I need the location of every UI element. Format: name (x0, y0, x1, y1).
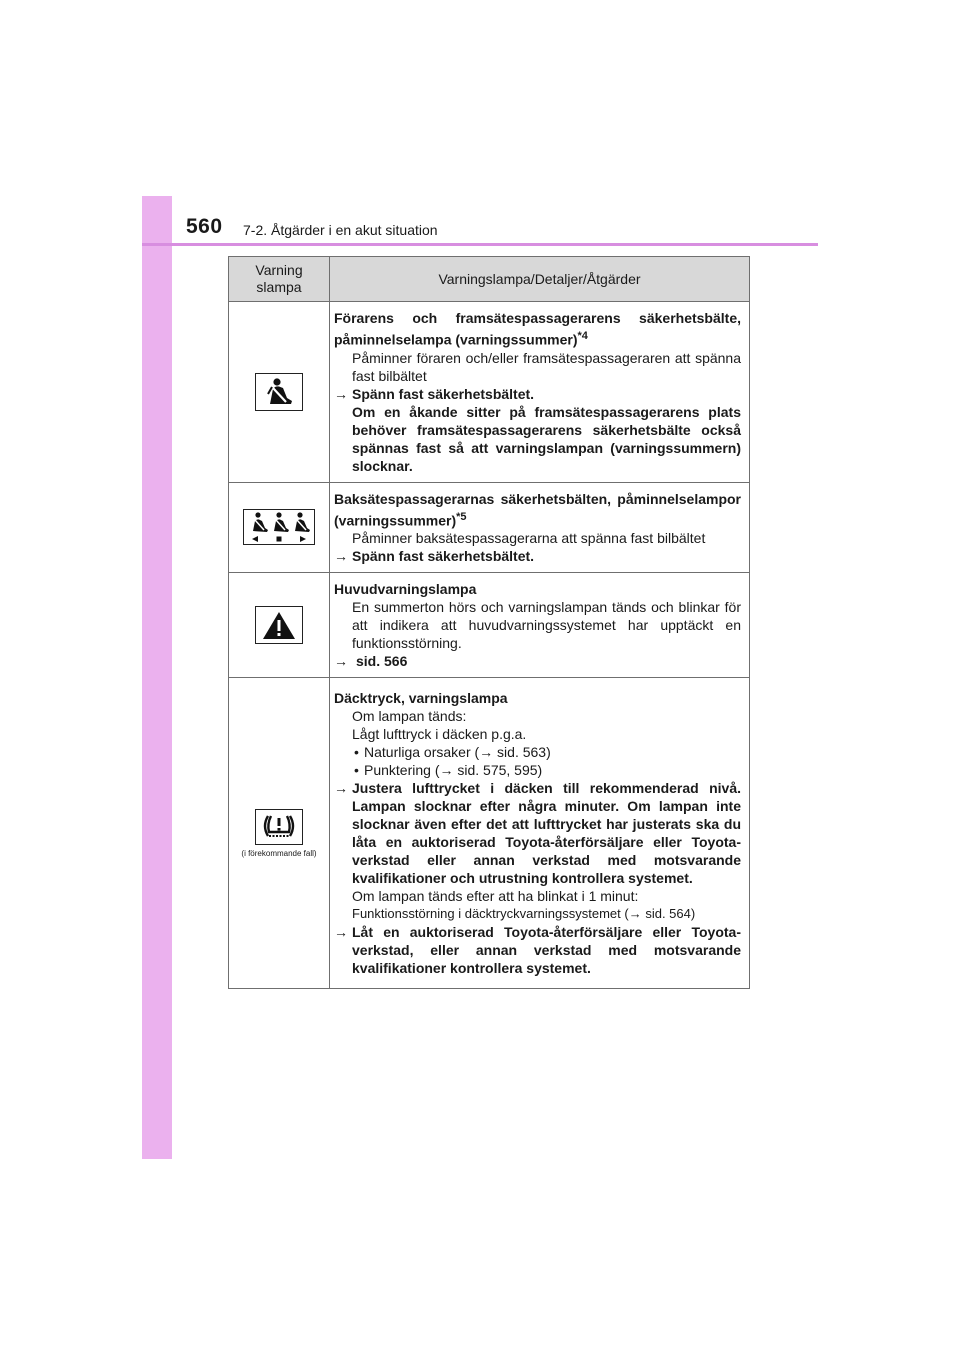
table-header-row (229, 257, 750, 302)
row-action: → sid. 566 (334, 653, 408, 670)
row-action: → Låt en auktoriserad Toyota-återförsäljare eller Toyota-verkstad, eller annan verkstad med motsvarande kvalifikationer kontrollera systemet. (334, 924, 741, 977)
list-item: • Punktering (→ sid. 575, 595) (334, 761, 741, 779)
section-title: 7-2. Åtgärder i en akut situation (243, 222, 438, 238)
details-cell (330, 678, 750, 989)
page-number: 560 (186, 215, 223, 238)
row-action: → Spänn fast säkerhetsbältet. (334, 548, 535, 565)
table-row (229, 302, 750, 483)
row-title: Baksätespassagerarnas säkerhetsbälten, påminnelselampor (varningssummer)$^{*5}$ (334, 490, 741, 529)
row-action-detail: Om en åkande sitter på framsätespassagerarens plats behöver framsätespassagerarens säkerhetsbälte också spännas fast så att varningslampan (varningssummern) slocknar. (352, 403, 741, 474)
row-text: Om lampan tänds efter att ha blinkat i 1 minut: (352, 888, 639, 905)
seatbelt-reminder-icon (255, 373, 303, 411)
rear-seatbelt-reminder-icon (243, 509, 315, 545)
details-cell (330, 302, 750, 483)
warning-lights-table (228, 256, 750, 989)
row-text: Om lampan tänds: (352, 708, 467, 725)
icon-cell (229, 482, 330, 573)
master-warning-icon (255, 606, 303, 644)
row-description: En summerton hörs och varningslampan tänds och blinkar för att indikera att huvudvarningssystemet har upptäckt en funktionsstörning. (352, 599, 741, 652)
table-row (229, 678, 750, 989)
details-cell (330, 482, 750, 573)
details-cell (330, 573, 750, 678)
icon-cell (229, 302, 330, 483)
icon-cell (229, 573, 330, 678)
column-header-details: Varningslampa/Detaljer/Åtgärder (330, 257, 750, 302)
row-title: Huvudvarningslampa (334, 581, 477, 598)
table-row (229, 573, 750, 678)
column-header-warning-light: Varning slampa (229, 257, 330, 302)
icon-cell (229, 678, 330, 989)
row-action: → Justera lufttrycket i däcken till rekommenderad nivå. Lampan slocknar efter några minuter. Om lampan inte slocknar även efter det att lufttrycket har justerats ska du låta en auktoriserad Toyota-återförsäljare eller Toyota-verkstad eller annan verkstad med motsvarande kvalifikationer och utrustning kontrollera systemet. (334, 780, 741, 887)
chapter-side-tab (142, 196, 172, 1159)
row-description: Påminner föraren och/eller framsätespassageraren att spänna fast bilbältet (352, 349, 741, 384)
table-row (229, 482, 750, 573)
icon-caption: (i förekommande fall) (241, 848, 317, 858)
row-action: → Spänn fast säkerhetsbältet. (334, 385, 535, 402)
row-title: Förarens och framsätespassagerarens säkerhetsbälte, påminnelselampa (varningssummer)$^{*4}$ (334, 310, 741, 348)
header-divider (142, 243, 818, 246)
row-text: Lågt lufttryck i däcken p.g.a. (352, 726, 527, 743)
list-item: • Naturliga orsaker (→ sid. 563) (334, 743, 741, 761)
tire-pressure-warning-icon (255, 809, 303, 845)
row-title: Däcktryck, varningslampa (334, 690, 508, 707)
row-description: Påminner baksätespassagerarna att spänna fast bilbältet (352, 530, 706, 547)
row-text: Funktionsstörning i däcktryckvarningssystemet (→ sid. 564) (352, 906, 696, 922)
